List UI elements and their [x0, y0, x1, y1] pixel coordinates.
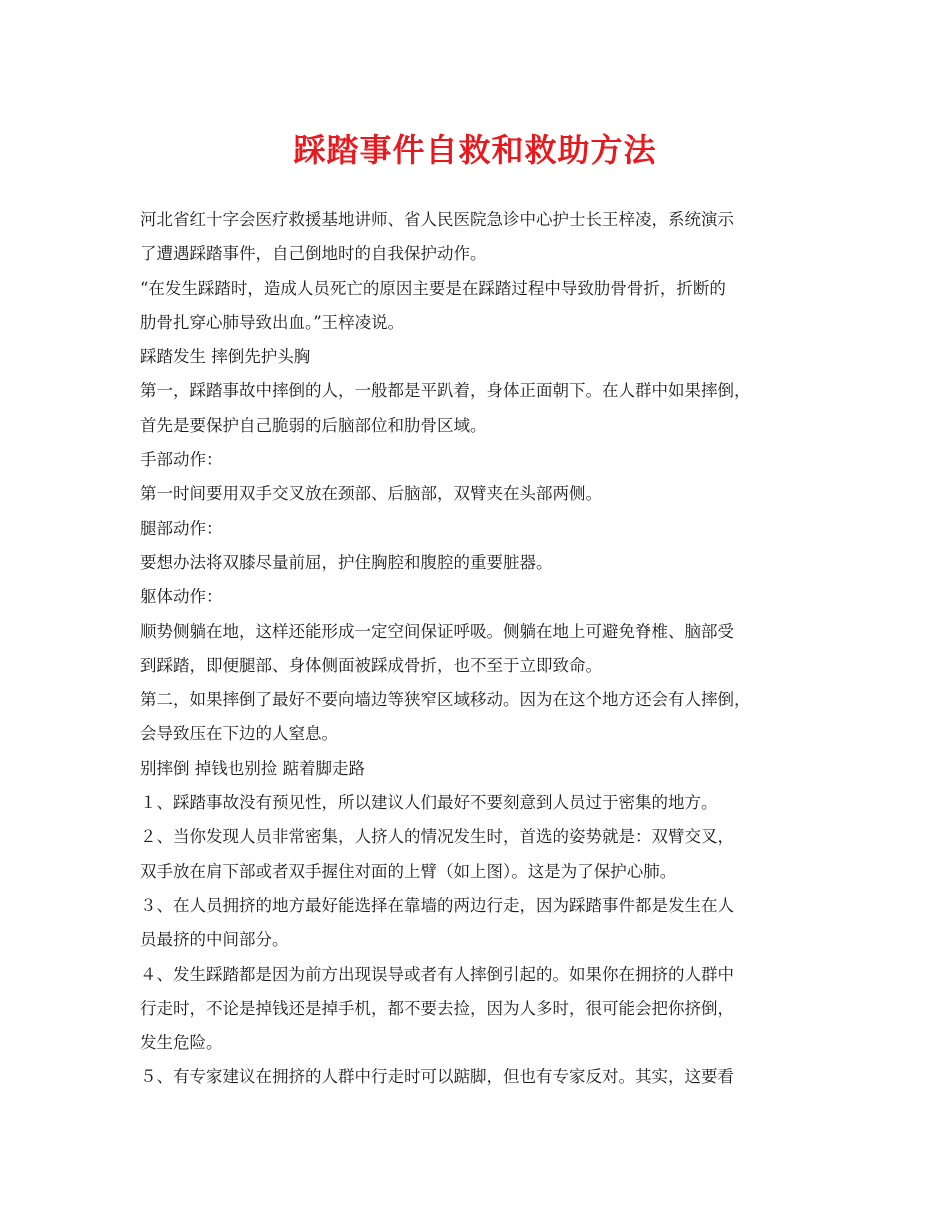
- section-heading: 踩踏发生 摔倒先护头胸: [140, 347, 311, 367]
- text-line: 要想办法将双膝尽量前屈，护住胸腔和腹腔的重要脏器。: [140, 552, 553, 572]
- text-line: 会导致压在下边的人窒息。: [140, 724, 338, 744]
- text-line: 第一，踩踏事故中摔倒的人，一般都是平趴着，身体正面朝下。在人群中如果摔倒，: [140, 381, 751, 401]
- text-line: 肋骨扎穿心肺导致出血。”王梓凌说。: [140, 312, 405, 332]
- text-line: 员最挤的中间部分。: [140, 930, 289, 950]
- text-line: 首先是要保护自己脆弱的后脑部位和肋骨区域。: [140, 415, 487, 435]
- list-item: ４、发生踩踏都是因为前方出现误导或者有人摔倒引起的。如果你在拥挤的人群中: [140, 964, 734, 984]
- list-item: １、踩踏事故没有预见性，所以建议人们最好不要刻意到人员过于密集的地方。: [140, 793, 718, 813]
- subheading-leg: 腿部动作：: [140, 518, 223, 538]
- list-item: ３、在人员拥挤的地方最好能选择在靠墙的两边行走，因为踩踏事件都是发生在人: [140, 895, 734, 915]
- text-line: 了遭遇踩踏事件，自己倒地时的自我保护动作。: [140, 244, 487, 264]
- text-line: 第二，如果摔倒了最好不要向墙边等狭窄区域移动。因为在这个地方还会有人摔倒，: [140, 690, 751, 710]
- subheading-hand: 手部动作：: [140, 450, 223, 470]
- document-title: 踩踏事件自救和救助方法: [293, 131, 657, 169]
- list-item: ５、有专家建议在拥挤的人群中行走时可以踮脚，但也有专家反对。其实，这要看: [140, 1067, 734, 1087]
- section-heading: 别摔倒 掉钱也别捡 踮着脚走路: [140, 758, 365, 778]
- text-line: 行走时，不论是掉钱还是掉手机，都不要去捡，因为人多时，很可能会把你挤倒，: [140, 998, 734, 1018]
- document-body: [140, 203, 820, 1095]
- text-line: 顺势侧躺在地，这样还能形成一定空间保证呼吸。侧躺在地上可避免脊椎、脑部受: [140, 621, 734, 641]
- list-item: ２、当你发现人员非常密集，人挤人的情况发生时，首选的姿势就是：双臂交叉，: [140, 827, 734, 847]
- text-line: 到踩踏，即便腿部、身体侧面被踩成骨折，也不至于立即致命。: [140, 655, 602, 675]
- text-line: 发生危险。: [140, 1033, 223, 1053]
- text-line: 第一时间要用双手交叉放在颈部、后脑部，双臂夹在头部两侧。: [140, 484, 602, 504]
- text-line: 双手放在肩下部或者双手握住对面的上臂（如上图）。这是为了保护心肺。: [140, 861, 677, 881]
- text-line: “在发生踩踏时，造成人员死亡的原因主要是在踩踏过程中导致肋骨骨折，折断的: [140, 278, 726, 298]
- text-line: 河北省红十字会医疗救援基地讲师、省人民医院急诊中心护士长王梓凌，系统演示: [140, 210, 734, 229]
- subheading-torso: 躯体动作：: [140, 587, 223, 607]
